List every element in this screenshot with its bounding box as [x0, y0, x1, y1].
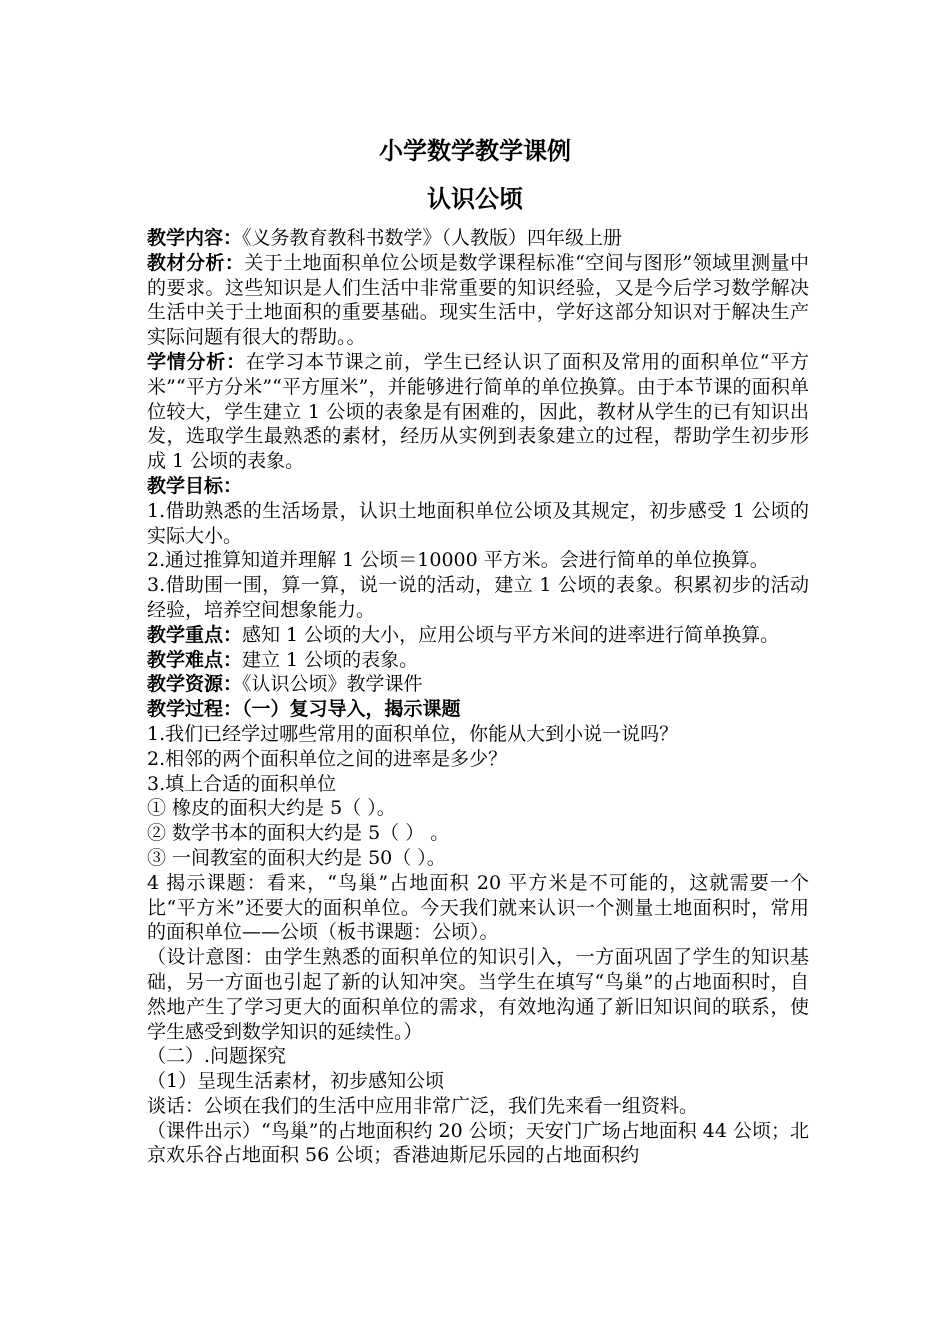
paragraph-process	[147, 697, 809, 722]
question-2: 2.相邻的两个面积单位之间的进率是多少？	[147, 747, 508, 770]
text-key: 感知 1 公顷的大小，应用公顷与平方米间的进率进行简单换算。	[242, 623, 780, 646]
paragraph-difficulty	[147, 648, 809, 673]
label-content: 教学内容：	[147, 227, 243, 249]
question-3: 3.填上合适的面积单位	[147, 772, 337, 795]
label-goals: 教学目标：	[147, 474, 243, 497]
fill-item-1: ① 橡皮的面积大约是 5（ ）。	[147, 797, 396, 820]
paragraph-material	[147, 251, 809, 350]
paragraph-goals-label	[147, 474, 809, 499]
fill-item-3: ③ 一间教室的面积大约是 50（ ）。	[147, 846, 446, 869]
label-material: 教材分析：	[147, 251, 245, 274]
paragraph-talk: 谈话：公顷在我们的生活中应用非常广泛，我们先来看一组资料。	[147, 1094, 699, 1117]
label-students: 学情分析：	[147, 350, 246, 373]
paragraph-design-intent: （设计意图：由学生熟悉的面积单位的知识引入，一方面巩固了学生的知识基础，另一方面也引起了新的认知冲突。当学生在填写“鸟巢”的占地面积时，自然地产生了学习更大的面积单位的需求，有效地沟通了新旧知识间的联系，使学生感受到数学知识的延续性。）	[147, 946, 809, 1043]
goal-1: 1.借助熟悉的生活场景，认识土地面积单位公顷及其规定，初步感受 1 公顷的实际大小。	[147, 499, 809, 547]
goal-3: 3.借助围一围，算一算，说一说的活动，建立 1 公顷的表象。积累初步的活动经验，培养空间想象能力。	[147, 574, 809, 621]
text-difficulty: 建立 1 公顷的表象。	[242, 648, 419, 671]
text-resource: 《认识公顷》教学课件	[242, 673, 423, 696]
paragraph-key	[147, 623, 809, 648]
paragraph-courseware: （课件出示）“鸟巢”的占地面积约 20 公顷；天安门广场占地面积 44 公顷；北京欢乐谷占地面积 56 公顷；香港迪斯尼乐园的占地面积约	[147, 1119, 809, 1167]
goal-2: 2.通过推算知道并理解 1 公顷＝10000 平方米。会进行简单的单位换算。	[147, 549, 769, 572]
document-body	[147, 226, 809, 1168]
section-heading-part2: （二）.问题探究	[147, 1045, 287, 1068]
document-title: 小学数学教学课例	[379, 137, 571, 165]
text-material: 关于土地面积单位公顷是数学课程标准“空间与图形”领域里测量中的要求。这些知识是人们生活中非常重要的知识经验，又是今后学习数学解决生活中关于土地面积的重要基础。现实生活中，学好这部分知识对于解决生产实际问题有很大的帮助。。	[147, 251, 809, 349]
fill-item-2: ② 数学书本的面积大约是 5（ ） 。	[147, 822, 450, 845]
paragraph-content	[147, 226, 809, 251]
text-content: 《义务教育教科书数学》（人教版）四年级上册	[242, 227, 623, 249]
paragraph-resource	[147, 672, 809, 697]
paragraph-reveal: 4 揭示课题：看来，“鸟巢”占地面积 20 平方米是不可能的，这就需要一个比“平方米”还要大的面积单位。今天我们就来认识一个测量土地面积时，常用的面积单位——公顷（板书课题：公顷）。	[147, 871, 809, 944]
lesson-title: 认识公顷	[427, 185, 523, 213]
label-resource: 教学资源：	[147, 673, 243, 696]
label-process: 教学过程：	[147, 698, 243, 721]
text-students: 在学习本节课之前，学生已经认识了面积及常用的面积单位“平方米”“平方分米”“平方厘米”，并能够进行简单的单位换算。由于本节课的面积单位较大，学生建立 1 公顷的表象是有困难的，因此，教材从学生的已有知识出发，选取学生最熟悉的素材，经历从实例到表象建立的过程，帮助学生初步形成 1 公顷的表象。	[147, 350, 809, 473]
question-1: 1.我们已经学过哪些常用的面积单位，你能从大到小说一说吗？	[147, 722, 679, 745]
label-key: 教学重点：	[147, 623, 243, 646]
label-difficulty: 教学难点：	[147, 648, 243, 671]
paragraph-students	[147, 350, 809, 474]
process-heading: （一）复习导入，揭示课题	[242, 698, 461, 721]
subsection-heading: （1）呈现生活素材，初步感知公顷	[147, 1070, 445, 1093]
